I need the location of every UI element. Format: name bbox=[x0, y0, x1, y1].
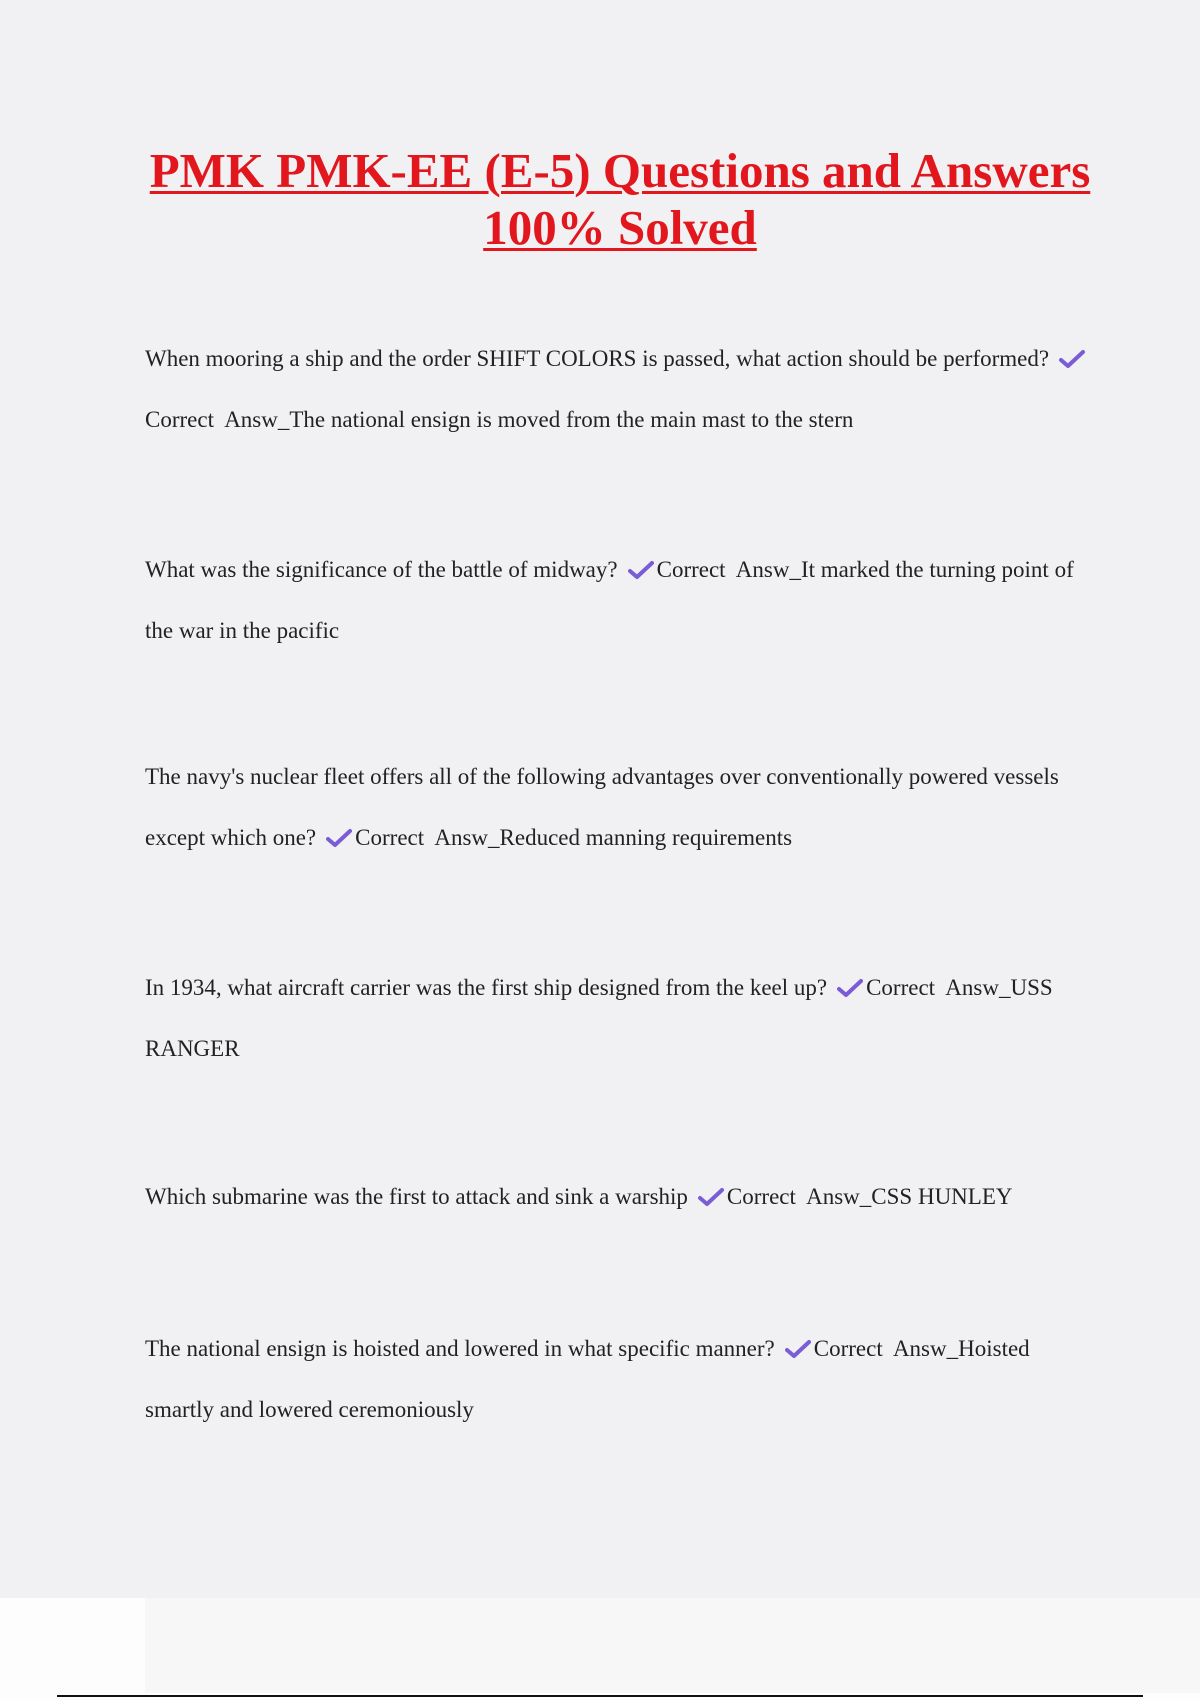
checkmark-icon bbox=[698, 1187, 724, 1207]
answer-prefix: Correct Answ_ bbox=[726, 1184, 872, 1209]
footer-rule bbox=[57, 1695, 1143, 1697]
answer-prefix: Correct Answ_ bbox=[145, 407, 290, 432]
question-text: When mooring a ship and the order SHIFT COLORS is passed, what action should be performed? bbox=[145, 346, 1050, 371]
qa-item-3 bbox=[145, 746, 1100, 868]
qa-item-4 bbox=[145, 957, 1100, 1079]
answer-prefix: Correct Answ_ bbox=[656, 557, 801, 582]
answer-text: CSS HUNLEY bbox=[871, 1184, 1013, 1209]
checkmark-icon bbox=[1059, 349, 1085, 369]
qa-item-6 bbox=[145, 1318, 1100, 1440]
title-line-2: 100% Solved bbox=[483, 200, 757, 255]
answer-text: It marked the turning point of the war in the pacific bbox=[145, 557, 1074, 643]
qa-item-2 bbox=[145, 539, 1100, 661]
page-title bbox=[70, 142, 1170, 256]
question-text: The national ensign is hoisted and lowered in what specific manner? bbox=[145, 1336, 775, 1361]
answer-text: USS RANGER bbox=[145, 975, 1053, 1061]
question-text: The navy's nuclear fleet offers all of the following advantages over conventionally powered vessels except which one? bbox=[145, 764, 1059, 850]
answer-text: Hoisted smartly and lowered ceremoniously bbox=[145, 1336, 1030, 1422]
answer-prefix: Correct Answ_ bbox=[355, 825, 500, 850]
answer-text: Reduced manning requirements bbox=[499, 825, 793, 850]
answer-prefix: Correct Answ_ bbox=[866, 975, 1011, 1000]
qa-item-1 bbox=[145, 328, 1100, 450]
next-page-edge bbox=[145, 1598, 1200, 1693]
checkmark-icon bbox=[326, 828, 352, 848]
question-text: What was the significance of the battle of midway? bbox=[145, 557, 618, 582]
answer-prefix: Correct Answ_ bbox=[813, 1336, 959, 1361]
checkmark-icon bbox=[785, 1339, 811, 1359]
question-text: Which submarine was the first to attack and sink a warship bbox=[145, 1184, 688, 1209]
checkmark-icon bbox=[628, 560, 654, 580]
answer-text: The national ensign is moved from the main mast to the stern bbox=[289, 407, 854, 432]
title-line-1: PMK PMK-EE (E-5) Questions and Answers bbox=[149, 143, 1091, 198]
checkmark-icon bbox=[837, 978, 863, 998]
question-text: In 1934, what aircraft carrier was the first ship designed from the keel up? bbox=[145, 975, 828, 1000]
qa-item-5 bbox=[145, 1166, 1100, 1227]
